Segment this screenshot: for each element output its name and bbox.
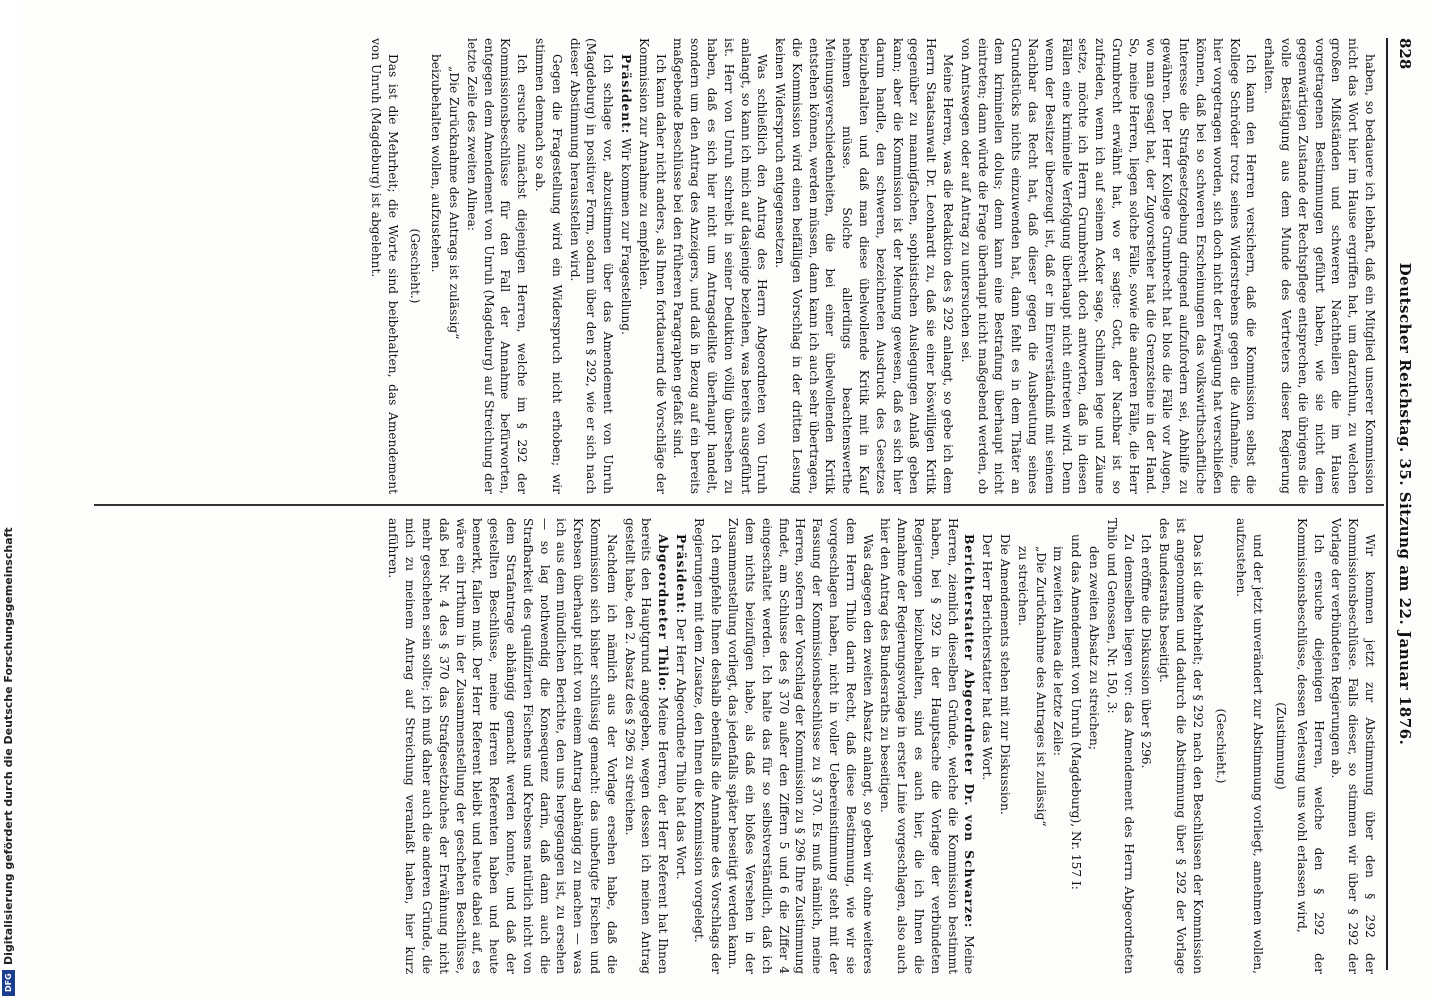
left-column — [366, 38, 1378, 494]
paragraph: Zu demselben liegen vor: das Amendement des Herrn Abgeordneten Thilo und Genossen, Nr. 150, 3: — [1104, 518, 1136, 974]
dfg-logo: DFG — [2, 970, 15, 996]
paragraph: Meine Herren, was die Redaktion des § 292 anlangt, so gebe ich dem Herrn Staatsanwalt Dr. Leonhardt zu, daß sie einer böswilligen Kritik gegenüber zu mannigfachen, sophistischen Auslegungen Anlaß geben kann; aber die Kommission ist der Meinung gewesen, daß es sich hier darum handle, den schweren, bezeichneten Ausdruck des Gesetzes beizubehalten und daß man diese übelwollende Kritik mit in Kauf nehmen müsse. Solche allerdings beachtenswerthe Meinungsverschiedenheiten, die bei einer übelwollenden Kritik entstehen können, werden müssen, dann kann ich auch sehr übertragen, die Kommission wird einen beifälligen Vorschlag in der dritten Lesung keinen Widerspruch entgegensetzen. — [773, 38, 956, 494]
paragraph: Ich eröffne die Diskussion über § 296. — [1139, 534, 1154, 769]
paragraph: Das ist die Mehrheit; der § 292 nach den Beschlüssen der Kommission ist angenommen und dadurch die Abstimmung über § 292 der Vorlage des Bundesraths beseitigt. — [1157, 518, 1205, 974]
speaker-name: Abgeordneter Thilo: — [656, 534, 671, 692]
paragraph: Ich ersuche diejenigen Herren, welche den § 292 der Kommissionsbeschlüsse, dessen Verlesung uns wohl erlassen wird, — [1294, 518, 1326, 974]
stage-direction: (Geschieht.) — [1213, 708, 1228, 784]
speech-text: Meine Herren, der Herr Referent hat Ihnen bereits den Hauptgrund angegeben, wegen dessen ich meinen Antrag gestellt habe, den 2. Absatz des § 296 zu streichen. — [622, 518, 671, 974]
paragraph: haben, so bedauere ich lebhaft, daß ein Mitglied unserer Kommission nicht das Wort hier im Hause ergriffen hat, um darzuthun, zu welchen großen Mißständen und schweren Nachtheilen die im Hause vorgetragenen Bestimmungen geführt haben, wie sie nicht dem gegenwärtigen Zustande der Rechtspflege entsprechen, die übrigens die volle Bestätigung aus dem Munde des Vertreters dieser Regierung erhalten. — [1262, 38, 1377, 494]
paragraph: Ich empfehle Ihnen deshalb ebenfalls die Annahme des Vorschlags der Regierungen mit dem Zusatze, den Ihnen die Kommission vorgelegt. — [691, 518, 723, 974]
paragraph: und der jetzt unverändert zur Abstimmung vorliegt, annehmen wollen, aufzustehen. — [1234, 518, 1266, 974]
paragraph: Ich kann den Herren versichern, daß die Kommission selbst die Kollege Schröder trotz seines Widerstrebens gegen die Aufnahme, die hier vorgetragen worden, sich doch nicht der Erwägung hat verschließen können, daß bei so schweren Erscheinungen das volkswirthschaftliche Interesse die Strafgesetzgebung dringend aufzufordern sei, Abhilfe zu gewähren. Der Herr Kollege Grumbrecht hat blos die Fälle vor Augen, wo man gesagt hat, der Zugvorsteher hat die Grenzsteine in der Hand. So, meine Herren, liegen solche Fälle, sowie die anderen Fälle, die Herr Grumbrecht erwähnt hat, wo er sagte: Gott, der Nachbar ist so zufrieden, wenn ich auf seinem Acker sage, Schilmen lege und Zäune setze, möchte ich Herrn Grumbrecht doch antworten, daß in diesen Fällen eine kriminelle Verfolgung überhaupt nicht eintreten wird. Denn wenn der Besitzer überzeugt ist, daß er im Einverständniß mit seinem Nachbar das Recht hat, daß dieser gegen die Ausbeutung seines Grundstücks nichts einzuwenden hat, dann fehlt es in dem Thäter an dem kriminellen dolus; denn kann eine Bestrafung überhaupt nicht eintreten; dann würde die Frage überhaupt nicht maßgebend werden, ob von Amtswegen oder auf Antrag zu untersuchen sei. — [958, 38, 1259, 494]
speech-paragraph — [672, 518, 689, 974]
speaker-name: Berichterstatter Abgeordneter Dr. von Schwarze: — [962, 534, 977, 929]
quoted-clause: zu streichen. — [1015, 546, 1030, 626]
speech-text: Meine Herren, ziemlich dieselben Gründe, welche die Kommission bestimmt haben, bei § 292 in der Hauptsache die Vorlage der verbündeten Regierungen beizubehalten, sind es auch hier, die ich Ihnen die Annahme der Regierungsvorlage in erster Linie vorgeschlagen, also auch hier den Antrag des Bundesraths zu beseitigen. — [878, 518, 977, 975]
speech-text: Der Herr Abgeordnete Thilo hat das Wort. — [673, 618, 688, 880]
column-divider — [94, 504, 1384, 506]
right-column — [384, 518, 1378, 974]
header-rule — [1386, 38, 1388, 970]
speech-paragraph — [621, 518, 671, 974]
quoted-clause: „Die Zurücknahme des Antrags ist zulässig“ — [446, 66, 461, 340]
speech-paragraph — [877, 518, 978, 974]
quoted-clause: den zweiten Absatz zu streichen; — [1087, 546, 1102, 750]
paragraph: Die Amendements stehen mit zur Diskussion. — [998, 534, 1013, 815]
paragraph: Der Herr Berichterstatter hat das Wort. — [980, 534, 995, 781]
paragraph: Das ist die Mehrheit; die Worte sind beibehalten, das Amendement von Unruh (Magdeburg) ist abgelehnt. — [368, 38, 400, 494]
stage-direction: (Geschieht.) — [408, 228, 423, 304]
speech-paragraph — [617, 38, 634, 494]
page-header — [1390, 38, 1414, 970]
paragraph: Was schließlich den Antrag des Herrn Abgeordneten von Unruh anlangt, so kann ich mich auf dasjenige beziehen, was bereits ausgeführt ist. Herr von Unruh schreibt in seiner Deduktion völlig übersehen zu haben, daß es sich hier nicht um Antragsdelikte überhaupt handelt, sondern um den Antrag des Anzeigers, und daß in Bezug auf ein bereits maßgebende Beschlüsse bei den früheren Paragraphen gefaßt sind. — [671, 38, 770, 494]
credit-strip — [0, 0, 18, 1000]
stage-direction: (Zustimmung) — [1274, 702, 1289, 790]
paragraph: Wir kommen jetzt zur Abstimmung über den § 292 der Kommissionsbeschlüsse. Falls dieser, so stimmen wir über § 292 der Vorlage der verbündeten Regierungen ab. — [1329, 518, 1377, 974]
speaker-name: Präsident: — [673, 534, 688, 615]
speech-text: Wir kommen zur Fragestellung. — [618, 138, 633, 335]
page-title: Deutscher Reichstag. 35. Sitzung am 22. Januar 1876. — [1396, 262, 1414, 746]
digitization-credit: Digitalisierung gefördert durch die Deutsche Forschungsgemeinschaft — [2, 527, 15, 965]
quoted-clause: im zweiten Alinea die letzte Zeile: — [1051, 546, 1066, 756]
page-number: 828 — [1396, 38, 1414, 70]
paragraph: Ich ersuche zunächst diejenigen Herren, welche im § 292 der Kommissionsbeschlüsse für den Fall der Annahme befürworten, entgegen dem Amendement von Unruh (Magdeburg) auf Streichung der letzte Zeile des zweiten Alinea: — [464, 38, 530, 494]
paragraph: Ich kann daher nicht anders, als Ihnen fortdauernd die Vorschläge der Kommission zur Annahme zu empfehlen. — [636, 38, 668, 494]
paragraph: Was dagegen den zweiten Absatz anlangt, so geben wir ohne weiteres dem Herrn Thilo darin Recht, daß diese Bestimmung, wie wir sie vorgeschlagen haben, nicht in voller Uebereinstimmung steht mit der Fassung der Kommissionsbeschlüsse zu § 370. Es muß nämlich, meine Herren, sofern der Vorschlag der Kommission zu § 296 Ihre Zustimmung findet, am Schlusse des § 370 außer den Ziffern 5 und 6 die Ziffer 4 eingeschaltet werden. Ich halte das für so selbstverständlich, daß ich dem nichts beizufügen habe, als daß ein bloßes Versehen in der Zusammenstellung vorliegt, das jedenfalls später beseitigt werden kann. — [726, 518, 875, 974]
quoted-clause: „Die Zurücknahme des Antrages ist zulässig“ — [1033, 546, 1048, 827]
paragraph: Ich schlage vor, abzustimmen über das Amendement von Unruh (Magdeburg) in positiver Form, sodann über den § 292, wie er sich nach dieser Abstimmung herausstellen wird. — [567, 38, 616, 494]
paragraph: Gegen die Fragestellung wird ein Widerspruch nicht erhoben; wir stimmen demnach so ab. — [532, 38, 564, 494]
paragraph: beizubehalten wollen, aufzustehen. — [429, 54, 444, 273]
speaker-name: Präsident: — [618, 54, 633, 135]
paragraph: und das Amendement von Unruh (Magdeburg), Nr. 157 I: — [1069, 534, 1084, 890]
paragraph: Nachdem ich nämlich aus der Vorlage ersehen habe, daß die Kommission sich bisher schlüssig gemacht: das unbefugte Fischen und Krebsen überhaupt nicht von einem Antrag abhängig zu machen — was ich aus dem mündlichen Berichte, den uns hergegangen ist, zu ersehen — so lag nothwendig die Konsequenz darin, daß dann auch die Strafbarkeit des qualifizirten Fischens und Krebsens natürlich nicht von dem Strafantrage abhängig gemacht werden konnte, und daß der gestellten Beschlüsse, meine Herren Referenten haben und heute bemerkt, fallen muß. Der Herr Referent bleibt und heute dabei auf, es wäre ein Irrthum in der Zusammenstellung der geschehen Beschlüsse, daß bei Nr. 4 des § 370 das Strafgesetzbuches der Erwähnung nicht mehr geschehen sein sollte; ich muß daher auch die anderen Gründe, die mich zu meinem Antrag auf Streichung veranlaßt haben, hier kurz anführen. — [386, 518, 619, 974]
